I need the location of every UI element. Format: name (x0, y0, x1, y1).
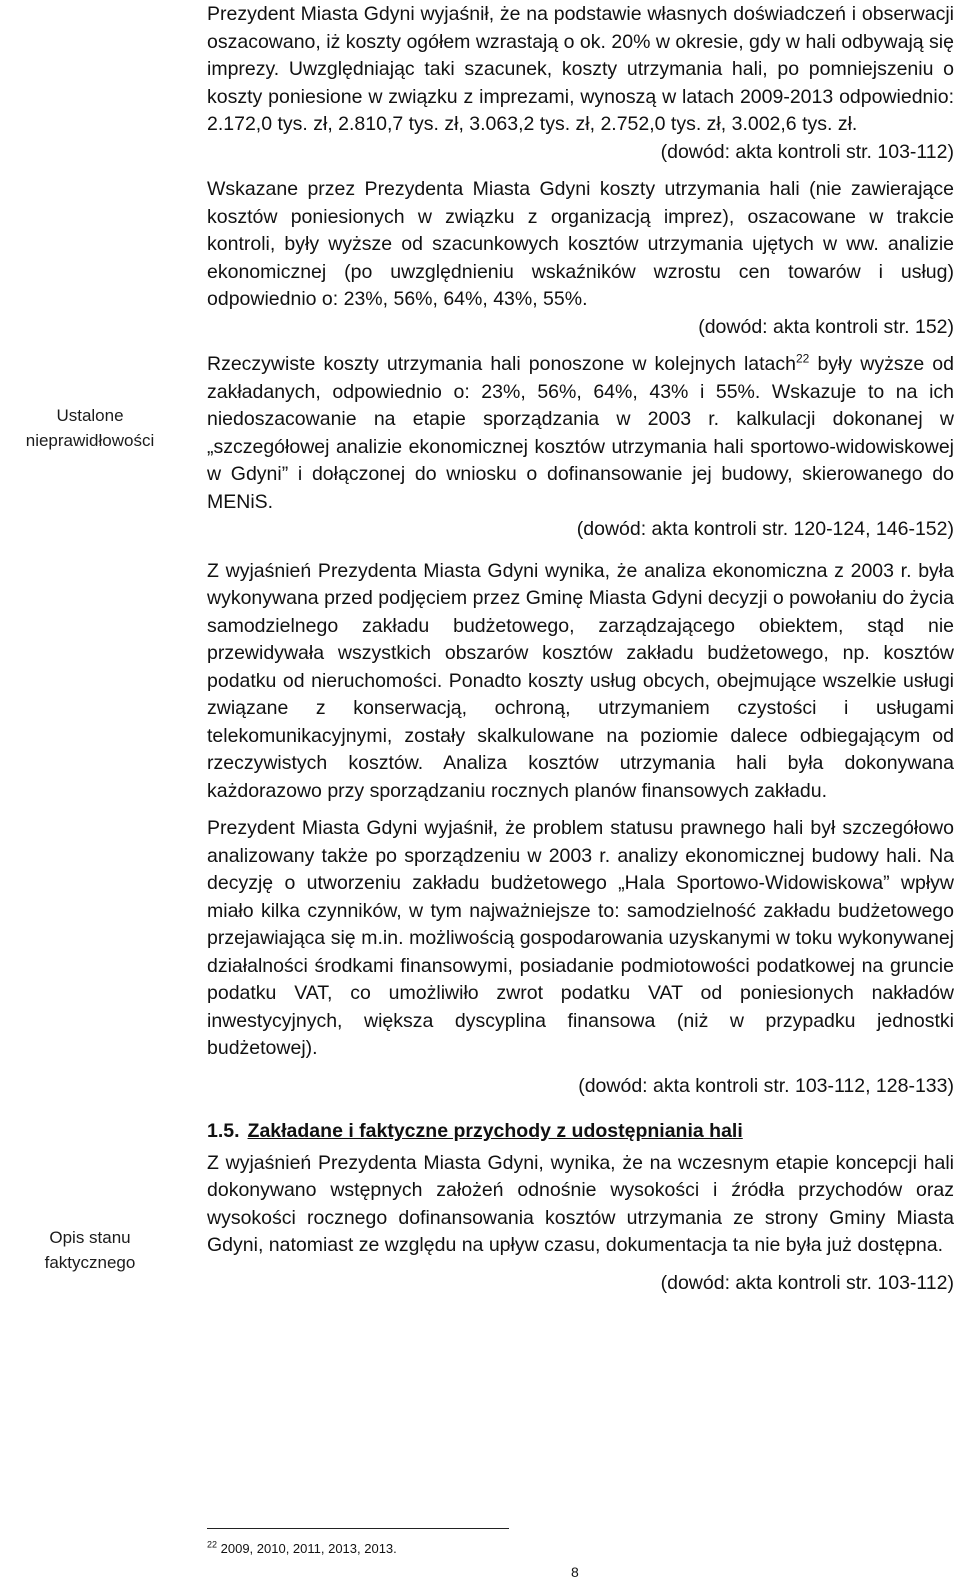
evidence-reference: (dowód: akta kontroli str. 103-112) (660, 1271, 954, 1294)
paragraph: Z wyjaśnień Prezydenta Miasta Gdyni, wynika, że na wczesnym etapie koncepcji hali dokonywano wstępnych założeń odnośnie wysokości i źródła przychodów oraz wysokości rocznego dofinansowania kosztów utrzymania ze strony Gminy Miasta Gdyni, natomiast ze względu na upływ czasu, dokumentacja ta nie była już dostępna. (207, 1151, 954, 1256)
evidence-reference: (dowód: akta kontroli str. 103-112) (660, 140, 954, 163)
margin-note-irregularities (0, 403, 180, 453)
paragraph: Prezydent Miasta Gdyni wyjaśnił, że na podstawie własnych doświadczeń i obserwacji oszacowano, iż koszty ogółem wzrastają o ok. 20% w okresie, gdy w hali odbywają się imprezy. Uwzględniając taki szacunek, koszty utrzymania hali, po pomniejszeniu o koszty poniesione w związku z imprezami, wynoszą w latach 2009-2013 odpowiednio: 2.172,0 tys. zł, 2.810,7 tys. zł, 3.063,2 tys. zł, 2.752,0 tys. zł, 3.002,6 tys. zł. (207, 3, 954, 135)
paragraph-text: Rzeczywiste koszty utrzymania hali ponoszone w kolejnych latach (207, 353, 796, 375)
margin-note-line: faktycznego (44, 1253, 136, 1272)
paragraph: Wskazane przez Prezydenta Miasta Gdyni koszty utrzymania hali (nie zawierające kosztów poniesionych w związku z organizacją imprez), oszacowane w trakcie kontroli, były wyższe od szacunkowych kosztów utrzymania ujętych w ww. analizie ekonomicznej (po uwzględnieniu wskaźników wzrostu cen towarów i usług) odpowiednio o: 23%, 56%, 64%, 43%, 55%. (207, 178, 954, 310)
margin-note-line: Ustalone (56, 406, 124, 425)
evidence-reference: (dowód: akta kontroli str. 103-112, 128-133) (578, 1074, 954, 1097)
section-number: 1.5. (207, 1120, 240, 1142)
paragraph: Z wyjaśnień Prezydenta Miasta Gdyni wynika, że analiza ekonomiczna z 2003 r. była wykonywana przed podjęciem przez Gminę Miasta Gdyni decyzji o powołaniu do życia samodzielnego zakładu budżetowego, zarządzającego obiektem, stąd nie przewidywała wszystkich obszarów kosztów zakładu budżetowego, np. kosztów podatku od nieruchomości. Ponadto koszty usług obcych, obejmujące wszelkie usługi związane z konserwacją, ochroną, utrzymaniem czystości i usługami telekomunikacyjnymi, zostały skalkulowane na poziomie dalece odbiegającym od rzeczywistych kosztów. Analiza kosztów utrzymania hali była dokonywana każdorazowo przy sporządzaniu rocznych planów finansowych zakładu. (207, 559, 954, 802)
section-heading (207, 1118, 954, 1146)
footnote-marker: 22 (207, 1539, 218, 1550)
footnote-text: 2009, 2010, 2011, 2013, 2013. (217, 1541, 397, 1556)
section-title: Zakładane i faktyczne przychody z udostępniania hali (247, 1120, 743, 1142)
footnote-reference[interactable]: 22 (795, 351, 810, 366)
evidence-reference: (dowód: akta kontroli str. 152) (698, 315, 954, 338)
footnote (207, 1541, 397, 1557)
paragraph-text: były wyższe od zakładanych, odpowiednio o: 23%, 56%, 64%, 43% i 55%. Wskazuje to na ich niedoszacowanie na etapie sporządzania w 2003 r. kalkulacji dokonanej w „szczegółowej analizie ekonomicznej kosztów utrzymania hali sportowo-widowiskowej w Gdyni” i dołączonej do wniosku o dofinansowanie jej budowy, skierowanego do MENiS. (207, 353, 954, 513)
page-number: 8 (571, 1564, 579, 1580)
evidence-reference: (dowód: akta kontroli str. 120-124, 146-152) (576, 518, 954, 540)
footnote-divider (207, 1528, 509, 1529)
paragraph: Prezydent Miasta Gdyni wyjaśnił, że problem statusu prawnego hali był szczegółowo analizowany także po sporządzeniu w 2003 r. analizy ekonomicznej budowy hali. Na decyzję o utworzeniu zakładu budżetowego „Hala Sportowo-Widowiskowa” wpływ miało kilka czynników, w tym najważniejsze to: samodzielność zakładu budżetowego przejawiająca się m.in. możliwością gospodarowania uzyskanymi w toku wykonywanej działalności środkami finansowymi, posiadanie podmiotowości podatkowej na gruncie podatku VAT, co umożliwiło zwrot podatku VAT od poniesionych nakładów inwestycyjnych, większa dyscyplina finansowa (niż w przypadku jednostki budżetowej). (207, 817, 954, 1059)
margin-note-line: nieprawidłowości (25, 431, 155, 450)
margin-note-line: Opis stanu (49, 1228, 131, 1247)
paragraph (207, 351, 954, 516)
margin-note-state (0, 1225, 180, 1275)
document-body (207, 0, 954, 1297)
